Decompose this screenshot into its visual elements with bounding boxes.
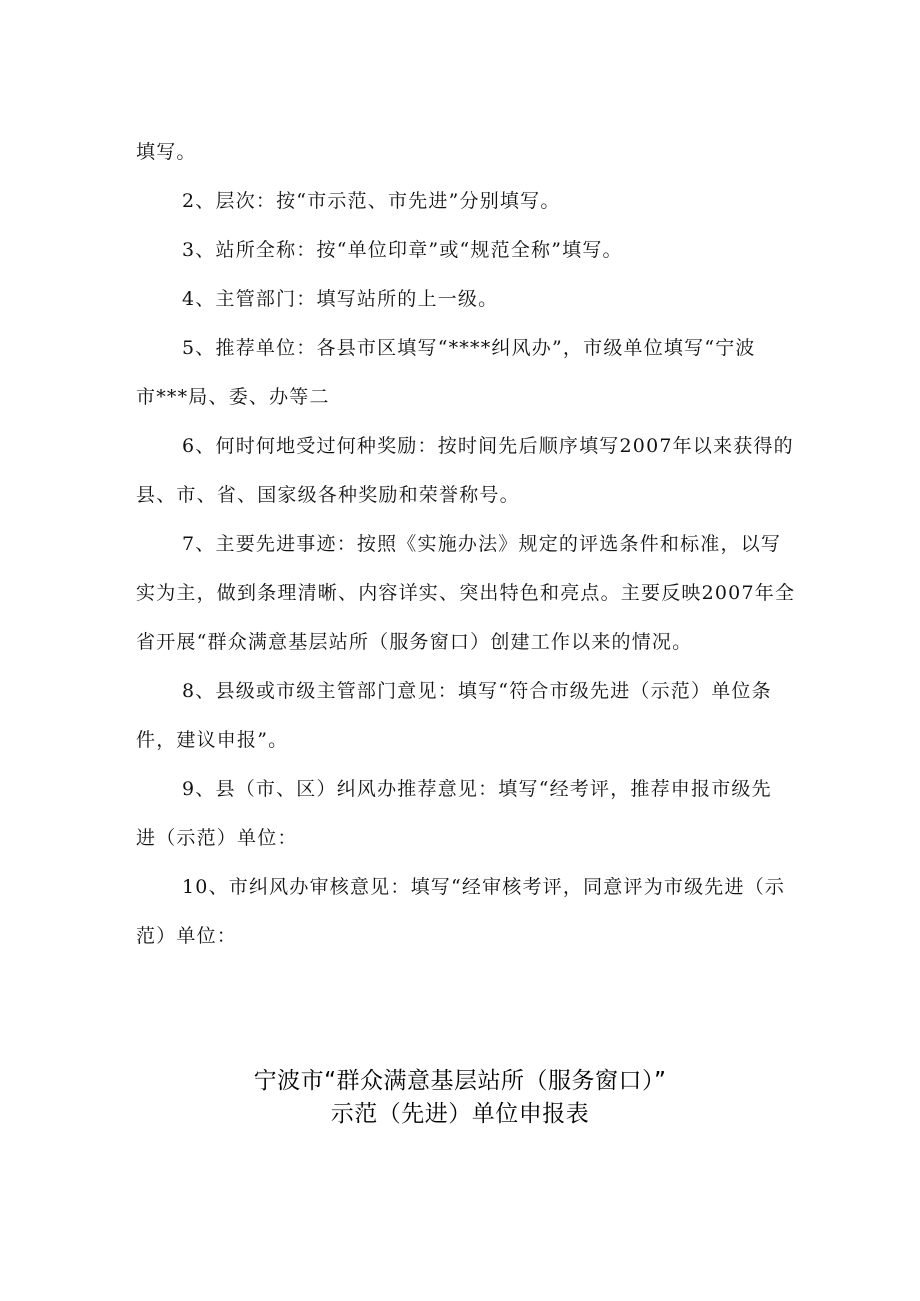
instruction-item-10: 10、市纠风办审核意见：填写“经审核考评，同意评为市级先进（示 xyxy=(182,876,786,898)
instruction-item-9: 9、县（市、区）纠风办推荐意见：填写“经考评，推荐申报市级先 xyxy=(182,778,772,800)
instruction-line: 件，建议申报”。 xyxy=(136,729,289,751)
instruction-item-2: 2、层次：按“市示范、市先进”分别填写。 xyxy=(182,190,561,212)
instruction-line: 填写。 xyxy=(136,141,197,163)
instruction-line: 进（示范）单位： xyxy=(136,827,298,849)
instruction-line: 范）单位： xyxy=(136,925,238,947)
instruction-item-4: 4、主管部门：填写站所的上一级。 xyxy=(182,288,499,310)
instruction-item-3: 3、站所全称：按“单位印章”或“规范全称”填写。 xyxy=(182,239,623,261)
instruction-line: 实为主，做到条理清晰、内容详实、突出特色和亮点。主要反映2007年全 xyxy=(136,582,796,604)
instruction-line: 省开展“群众满意基层站所（服务窗口）创建工作以来的情况。 xyxy=(136,631,693,653)
instruction-item-7: 7、主要先进事迹：按照《实施办法》规定的评选条件和标准，以写 xyxy=(182,533,782,555)
instructions-block xyxy=(136,128,796,961)
form-title-line-2: 示范（先进）单位申报表 xyxy=(330,1101,590,1127)
instruction-item-5: 5、推荐单位：各县市区填写“****纠风办”，市级单位填写“宁波 xyxy=(182,337,756,359)
form-title-line-1: 宁波市“群众满意基层站所（服务窗口）” xyxy=(253,1068,667,1094)
instruction-line: 县、市、省、国家级各种奖励和荣誉称号。 xyxy=(136,484,520,506)
instruction-item-8: 8、县级或市级主管部门意见：填写“符合市级先进（示范）单位条 xyxy=(182,680,772,702)
instruction-item-6: 6、何时何地受过何种奖励：按时间先后顺序填写2007年以来获得的 xyxy=(182,435,794,457)
instruction-line: 市***局、委、办等二 xyxy=(136,386,330,408)
